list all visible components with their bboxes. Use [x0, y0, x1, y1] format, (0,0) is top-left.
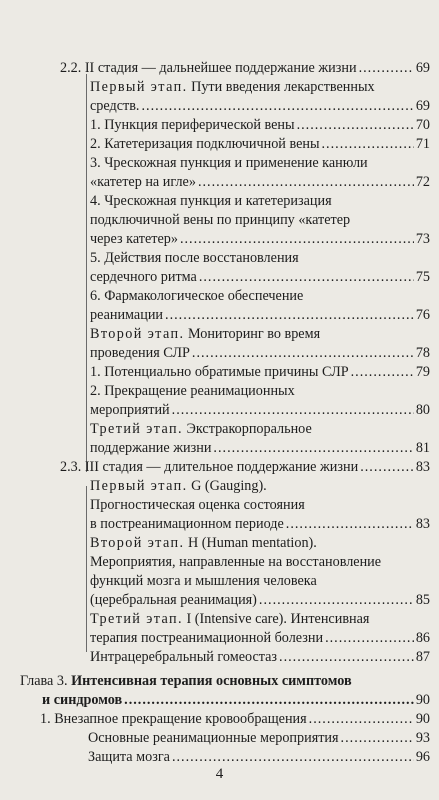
toc-entry: «катетер на игле» ..... 72 [90, 174, 430, 191]
page-number: 75 [415, 269, 430, 285]
toc-entry-line: Второй этап. Мониторинг во время [90, 326, 321, 342]
toc-entry-line: 3. Чрескожная пункция и применение канюли [90, 155, 368, 171]
page-number: 86 [415, 630, 430, 646]
toc-entry: средств. ..... 69 [90, 98, 430, 115]
dot-leader [198, 174, 414, 191]
toc-entry-line: Первый этап. G (Gauging). [90, 478, 267, 494]
page-number: 96 [415, 749, 430, 765]
section-bracket-line [86, 486, 87, 652]
toc-entry: через катетер» ..... 73 [90, 231, 430, 248]
toc-entry: Защита мозга ..... 96 [88, 749, 430, 766]
dot-leader [286, 516, 414, 533]
page-folio-number: 4 [215, 766, 224, 782]
toc-entry-line: Прогностическая оценка состояния [90, 497, 305, 513]
dot-leader [172, 749, 414, 766]
toc-entry: 1. Потенциально обратимые причины СЛР ..... 79 [90, 364, 430, 381]
toc-entry: 1. Внезапное прекращение кровообращения ..... 90 [40, 711, 430, 728]
page-number: 72 [415, 174, 430, 190]
chapter-heading: Глава 3. Интенсивная терапия основных симптомов [20, 673, 352, 689]
toc-entry-line: Третий этап. Экстракорпоральное [90, 421, 312, 437]
page-number: 85 [415, 592, 430, 608]
dot-leader [124, 692, 414, 709]
page-number: 93 [415, 730, 430, 746]
dot-leader [322, 136, 414, 153]
toc-entry: сердечного ритма ..... 75 [90, 269, 430, 286]
toc-entry-line: функций мозга и мышления человека [90, 573, 317, 589]
page-number: 81 [415, 440, 430, 456]
toc-entry: 2. Катетеризация подключичной вены ..... 71 [90, 136, 430, 153]
page-number: 69 [415, 60, 430, 76]
toc-entry-line: Первый этап. Пути введения лекарственных [90, 79, 375, 95]
toc-entry: 2.2. II стадия — дальнейшее поддержание жизни ..... 69 [60, 60, 430, 77]
toc-entry: 1. Пункция периферической вены ..... 70 [90, 117, 430, 134]
page-number: 76 [415, 307, 430, 323]
page-number: 83 [415, 459, 430, 475]
toc-entry: Интрацеребральный гомеостаз ..... 87 [90, 649, 430, 666]
dot-leader [192, 345, 414, 362]
dot-leader [325, 630, 414, 647]
page-number: 80 [415, 402, 430, 418]
toc-entry-line: 5. Действия после восстановления [90, 250, 299, 266]
dot-leader [180, 231, 414, 248]
toc-entry: и синдромов ..... 90 [42, 692, 430, 709]
toc-entry: проведения СЛР ..... 78 [90, 345, 430, 362]
dot-leader [309, 711, 414, 728]
dot-leader [297, 117, 414, 134]
toc-entry-line: подключичной вены по принципу «катетер [90, 212, 351, 228]
dot-leader [213, 440, 413, 457]
dot-leader [141, 98, 413, 115]
page-number: 73 [415, 231, 430, 247]
page-number: 83 [415, 516, 430, 532]
toc-entry-line: Третий этап. I (Intensive care). Интенсивная [90, 611, 370, 627]
toc-entry-line: 6. Фармакологическое обеспечение [90, 288, 304, 304]
toc-entry: мероприятий ..... 80 [90, 402, 430, 419]
page-number: 90 [415, 692, 430, 708]
toc-entry: реанимации ..... 76 [90, 307, 430, 324]
dot-leader [351, 364, 414, 381]
toc-entry: в постреанимационном периоде ..... 83 [90, 516, 430, 533]
dot-leader [199, 269, 414, 286]
toc-entry: 2.3. III стадия — длительное поддержание жизни ..... 83 [60, 459, 430, 476]
dot-leader [279, 649, 414, 666]
page-number: 90 [415, 711, 430, 727]
toc-entry: (церебральная реанимация) ..... 85 [90, 592, 430, 609]
toc-entry: Основные реанимационные мероприятия ..... 93 [88, 730, 430, 747]
page-number: 78 [415, 345, 430, 361]
toc-entry-line: Второй этап. H (Human mentation). [90, 535, 317, 551]
dot-leader [165, 307, 414, 324]
dot-leader [172, 402, 414, 419]
toc-entry-line: 4. Чрескожная пункция и катетеризация [90, 193, 332, 209]
dot-leader [341, 730, 414, 747]
page-number: 79 [415, 364, 430, 380]
page-number: 69 [415, 98, 430, 114]
page-number: 87 [415, 649, 430, 665]
page-number: 71 [415, 136, 430, 152]
dot-leader [359, 60, 414, 77]
dot-leader [360, 459, 414, 476]
dot-leader [259, 592, 414, 609]
toc-entry-line: 2. Прекращение реанимационных [90, 383, 295, 399]
toc-entry: терапия постреанимационной болезни ..... 86 [90, 630, 430, 647]
toc-entry: поддержание жизни ..... 81 [90, 440, 430, 457]
page-number: 70 [415, 117, 430, 133]
toc-entry-line: Мероприятия, направленные на восстановление [90, 554, 382, 570]
section-bracket-line [86, 74, 87, 472]
